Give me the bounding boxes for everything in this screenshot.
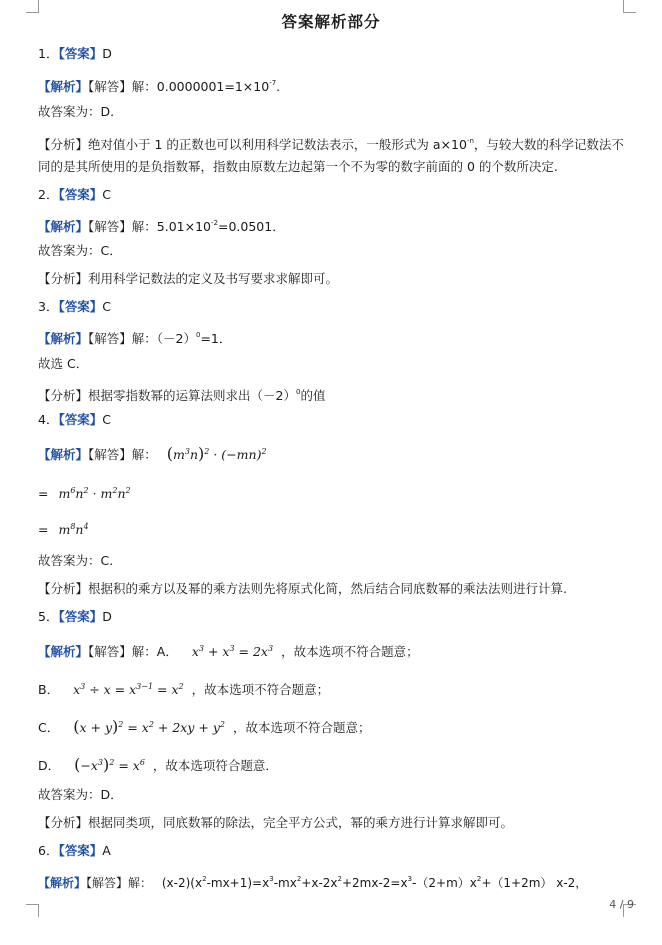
q5-answer-line xyxy=(38,608,638,626)
q5-option-a-label: 解：A． xyxy=(131,644,178,659)
q3-answer: C xyxy=(102,299,111,314)
crop-mark-bottom-left xyxy=(26,904,39,917)
solution-tag: 【解答】 xyxy=(88,219,132,234)
q2-solution-line xyxy=(38,214,638,236)
solution-tag: 【解答】 xyxy=(88,644,132,659)
q5-option-a-note: ，故本选项不符合题意； xyxy=(281,644,419,659)
q4-answer: C xyxy=(102,412,111,427)
q5-option-d-label: D． xyxy=(38,758,61,773)
q6-number: 6． xyxy=(38,843,59,858)
analysis-tag: 【解析】 xyxy=(38,876,87,890)
q5-formula-b: $x^3 \div x = x^{3-1} = x^2$ xyxy=(73,682,184,697)
q2-answer: C xyxy=(102,187,111,202)
equals-sign: = xyxy=(38,486,49,501)
q1-analysis-exponent: -n xyxy=(466,137,474,145)
q4-analysis-line xyxy=(38,580,638,598)
q5-option-c-label: C． xyxy=(38,720,60,735)
solution-tag: 【解答】 xyxy=(88,331,132,346)
q2-solution-text-a: 解：5.01×10 xyxy=(131,219,211,234)
reasoning-tag: 【分析】 xyxy=(38,388,89,403)
q1-solution-text: 解：0.0000001=1×10 xyxy=(131,79,270,94)
q3-answer-line xyxy=(38,298,638,316)
q5-option-b-line xyxy=(38,678,638,699)
page-title: 答案解析部分 xyxy=(281,12,381,31)
q4-number: 4． xyxy=(38,412,59,427)
q5-option-b-note: ，故本选项不符合题意； xyxy=(191,682,330,697)
q4-formula-1: $(m^3n)^2 \cdot (-mn)^2$ xyxy=(166,444,267,463)
analysis-tag: 【解析】 xyxy=(38,219,89,234)
q4-final-line: 故答案为：C. xyxy=(38,553,114,568)
q4-formula-3: $m^8n^4$ xyxy=(58,522,89,537)
q5-formula-d: $(-x^3)^2 = x^6$ xyxy=(74,755,145,774)
q3-number: 3． xyxy=(38,299,59,314)
analysis-tag: 【解析】 xyxy=(38,331,89,346)
q1-solution-exponent: -7 xyxy=(269,79,277,87)
q2-analysis-line xyxy=(38,270,638,288)
q4-formula-2: $m^6n^2 \cdot m^2n^2$ xyxy=(58,486,131,501)
q4-solution-text: 解： xyxy=(131,447,157,462)
q2-solution-text-b: =0.0501． xyxy=(217,219,285,234)
answer-tag: 【答案】 xyxy=(58,46,103,61)
q1-answer: D xyxy=(102,46,112,61)
q3-solution-text-a: 解：（－2） xyxy=(131,331,196,346)
q1-final-line: 故答案为：D. xyxy=(38,104,115,119)
q6-answer-line xyxy=(38,842,638,860)
equals-sign: = xyxy=(38,522,49,537)
q2-final-line: 故答案为：C． xyxy=(38,243,122,258)
q5-option-d-note: ，故本选项符合题意． xyxy=(152,758,278,773)
q2-solution-exponent: -2 xyxy=(211,219,218,227)
q1-analysis-line-1 xyxy=(38,132,638,154)
reasoning-tag: 【分析】 xyxy=(38,581,89,596)
q5-answer: D xyxy=(102,609,112,624)
q1-analysis-line-2: 同的是其所使用的是负指数幂，指数由原数左边起第一个不为零的数字前面的 0 的个数所决定. xyxy=(38,159,558,174)
analysis-tag: 【解析】 xyxy=(38,79,89,94)
q4-analysis-text: 根据积的乘方以及幂的乘方法则先将原式化简，然后结合同底数幂的乘法法则进行计算. xyxy=(88,581,567,596)
reasoning-tag: 【分析】 xyxy=(38,271,89,286)
q5-option-a-line xyxy=(38,640,638,661)
q2-answer-line xyxy=(38,186,638,204)
q3-solution-exponent: 0 xyxy=(195,331,201,339)
q2-number: 2． xyxy=(38,187,59,202)
q5-option-d-line xyxy=(38,754,638,775)
q6-expansion: $(x-2)(x^2-mx+1)=x^3-mx^2+x-2x^2+2mx-2=x^3-(2+m)x^2+(1+2m)$ x-2， xyxy=(161,875,588,890)
q5-option-c-line xyxy=(38,716,638,737)
q3-solution-text-b: =1． xyxy=(200,331,232,346)
reasoning-tag: 【分析】 xyxy=(38,137,89,152)
q5-formula-c: $(x + y)^2 = x^2 + 2xy + y^2$ xyxy=(73,717,225,736)
q1-solution-end: . xyxy=(276,79,281,94)
answer-tag: 【答案】 xyxy=(58,187,103,202)
q1-number: 1． xyxy=(38,46,59,61)
q3-analysis-line xyxy=(38,383,638,405)
q5-option-b-label: B． xyxy=(38,682,60,697)
q6-solution-label: 解： xyxy=(128,876,153,890)
answer-tag: 【答案】 xyxy=(58,609,103,624)
q3-analysis-exponent: 0 xyxy=(295,388,301,396)
q4-step-1 xyxy=(38,482,638,503)
analysis-tag: 【解析】 xyxy=(38,644,89,659)
q6-solution-line xyxy=(38,870,638,892)
q3-analysis-text-b: 的值 xyxy=(300,388,326,403)
q2-analysis-text: 利用科学记数法的定义及书写要求求解即可。 xyxy=(88,271,339,286)
q5-analysis-line xyxy=(38,814,638,832)
answer-tag: 【答案】 xyxy=(58,412,103,427)
q5-number: 5． xyxy=(38,609,59,624)
q3-analysis-text-a: 根据零指数幂的运算法则求出（－2） xyxy=(88,388,296,403)
q3-final-line: 故选 C． xyxy=(38,356,89,371)
solution-tag: 【解答】 xyxy=(86,876,129,890)
q5-option-c-note: ，故本选项不符合题意； xyxy=(232,720,371,735)
q6-answer: A xyxy=(102,843,111,858)
q5-analysis-text: 根据同类项，同底数幂的除法，完全平方公式，幂的乘方进行计算求解即可。 xyxy=(88,815,514,830)
q1-analysis-text-b: ，与较大数的科学记数法不 xyxy=(473,137,624,152)
solution-tag: 【解答】 xyxy=(88,79,132,94)
solution-tag: 【解答】 xyxy=(88,447,132,462)
q1-analysis-text-a: 绝对值小于 1 的正数也可以利用科学记数法表示，一般形式为 a×10 xyxy=(88,137,467,152)
answer-tag: 【答案】 xyxy=(58,843,103,858)
q4-step-2 xyxy=(38,518,638,539)
analysis-tag: 【解析】 xyxy=(38,447,89,462)
q3-solution-line xyxy=(38,326,638,348)
page-number: 4 / 9 xyxy=(609,898,634,911)
q4-solution-line xyxy=(38,443,638,464)
q5-final-line: 故答案为：D． xyxy=(38,787,123,802)
q1-solution-line xyxy=(38,74,638,96)
answer-tag: 【答案】 xyxy=(58,299,103,314)
q1-answer-line xyxy=(38,45,638,63)
reasoning-tag: 【分析】 xyxy=(38,815,89,830)
q4-answer-line xyxy=(38,411,638,429)
q5-formula-a: $x^3 + x^3 = 2x^3$ xyxy=(191,644,274,659)
